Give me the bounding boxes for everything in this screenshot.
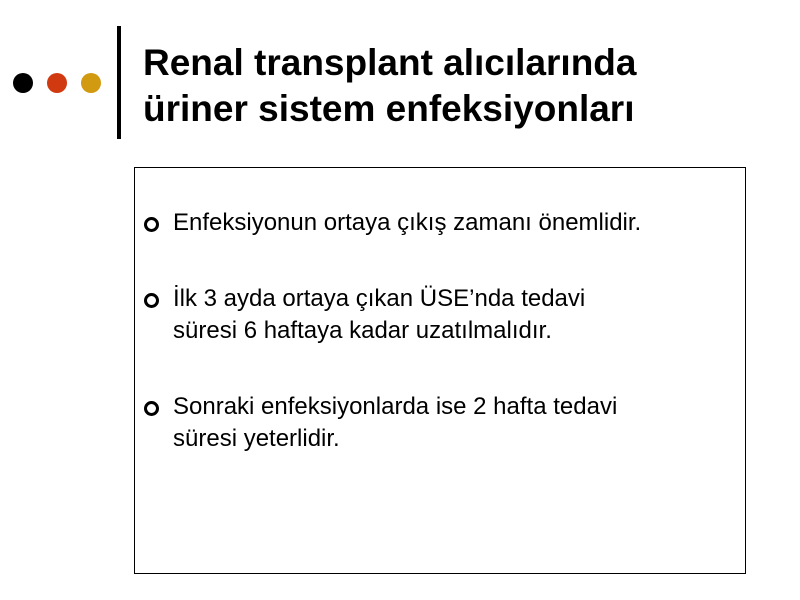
red-dot-icon — [47, 73, 67, 93]
hollow-circle-bullet-icon — [144, 401, 159, 416]
content-box — [134, 167, 746, 574]
bullet-item — [143, 283, 738, 347]
slide-title — [143, 40, 783, 132]
hollow-circle-bullet-icon — [144, 217, 159, 232]
hollow-circle-bullet-icon — [144, 293, 159, 308]
gold-dot-icon — [81, 73, 101, 93]
decorative-dots — [13, 73, 103, 93]
bullet-item — [143, 391, 738, 455]
bullet-line: süresi yeterlidir. — [173, 425, 340, 452]
black-dot-icon — [13, 73, 33, 93]
bullet-text — [173, 391, 738, 455]
bullet-text — [173, 207, 738, 239]
bullet-line: Enfeksiyonun ortaya çıkış zamanı önemlidir. — [173, 209, 642, 236]
title-divider-bar — [117, 26, 121, 139]
bullet-list — [143, 207, 738, 455]
bullet-line: süresi 6 haftaya kadar uzatılmalıdır. — [173, 317, 552, 344]
bullet-text — [173, 283, 738, 347]
bullet-item — [143, 207, 738, 239]
slide-title-line-2: üriner sistem enfeksiyonları — [143, 88, 635, 129]
bullet-line: Sonraki enfeksiyonlarda ise 2 hafta tedavi — [173, 393, 618, 420]
bullet-line: İlk 3 ayda ortaya çıkan ÜSE’nda tedavi — [173, 285, 586, 312]
slide-title-line-1: Renal transplant alıcılarında — [143, 42, 637, 83]
